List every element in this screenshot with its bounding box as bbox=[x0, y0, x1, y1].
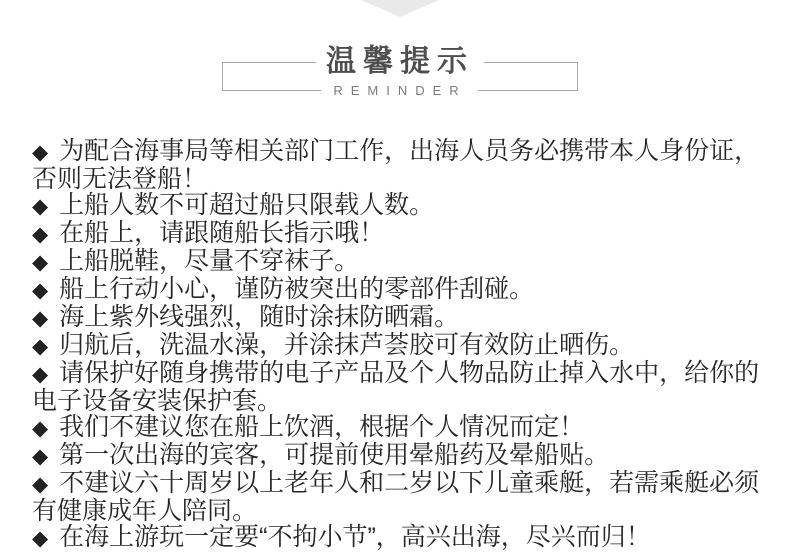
notice-item bbox=[32, 220, 774, 248]
diamond-bullet-icon: ◆ bbox=[32, 417, 49, 440]
diamond-bullet-icon: ◆ bbox=[32, 307, 49, 330]
notice-item bbox=[32, 524, 774, 552]
diamond-bullet-icon: ◆ bbox=[32, 335, 49, 358]
diamond-bullet-icon: ◆ bbox=[32, 527, 49, 550]
notice-item bbox=[32, 304, 774, 332]
diamond-bullet-icon: ◆ bbox=[32, 279, 49, 302]
diamond-bullet-icon: ◆ bbox=[32, 363, 49, 386]
notice-text: 我们不建议您在船上饮酒，根据个人情况而定！ bbox=[59, 413, 585, 441]
notice-item bbox=[32, 332, 774, 360]
notice-item bbox=[32, 138, 774, 192]
notice-item bbox=[32, 360, 774, 414]
notice-text: 船上行动小心，谨防被突出的零部件刮碰。 bbox=[59, 275, 535, 303]
diamond-bullet-icon: ◆ bbox=[32, 195, 49, 218]
notice-text: 在海上游玩一定要“不拘小节”，高兴出海，尽兴而归！ bbox=[59, 523, 651, 551]
notice-text: 为配合海事局等相关部门工作，出海人员务必携带本人身份证，否则无法登船！ bbox=[32, 137, 760, 193]
notice-text: 在船上，请跟随船长指示哦！ bbox=[59, 219, 385, 247]
notice-text: 不建议六十周岁以上老年人和二岁以下儿童乘艇，若需乘艇必须有健康成年人陪同。 bbox=[32, 469, 760, 525]
notice-item bbox=[32, 248, 774, 276]
page-title: 温馨提示 bbox=[316, 44, 484, 80]
diamond-bullet-icon: ◆ bbox=[32, 223, 49, 246]
notice-text: 第一次出海的宾客，可提前使用晕船药及晕船贴。 bbox=[59, 441, 610, 469]
notice-item bbox=[32, 276, 774, 304]
diamond-bullet-icon: ◆ bbox=[32, 141, 49, 164]
notice-item bbox=[32, 470, 774, 524]
notice-item bbox=[32, 192, 774, 220]
reminder-notice-list bbox=[32, 138, 774, 552]
diamond-bullet-icon: ◆ bbox=[32, 445, 49, 468]
notice-item bbox=[32, 414, 774, 442]
diamond-bullet-icon: ◆ bbox=[32, 251, 49, 274]
header-frame bbox=[222, 45, 578, 98]
diamond-bullet-icon: ◆ bbox=[32, 473, 49, 496]
notice-text: 归航后，洗温水澡，并涂抹芦荟胶可有效防止晒伤。 bbox=[59, 331, 635, 359]
notice-item bbox=[32, 442, 774, 470]
top-triangle-decoration bbox=[361, 0, 439, 17]
page-subtitle: REMINDER bbox=[321, 82, 478, 99]
notice-text: 上船脱鞋，尽量不穿袜子。 bbox=[59, 247, 360, 275]
notice-text: 请保护好随身携带的电子产品及个人物品防止掉入水中，给你的电子设备安装保护套。 bbox=[32, 359, 760, 415]
notice-text: 海上紫外线强烈，随时涂抹防晒霜。 bbox=[59, 303, 460, 331]
notice-text: 上船人数不可超过船只限载人数。 bbox=[59, 191, 435, 219]
